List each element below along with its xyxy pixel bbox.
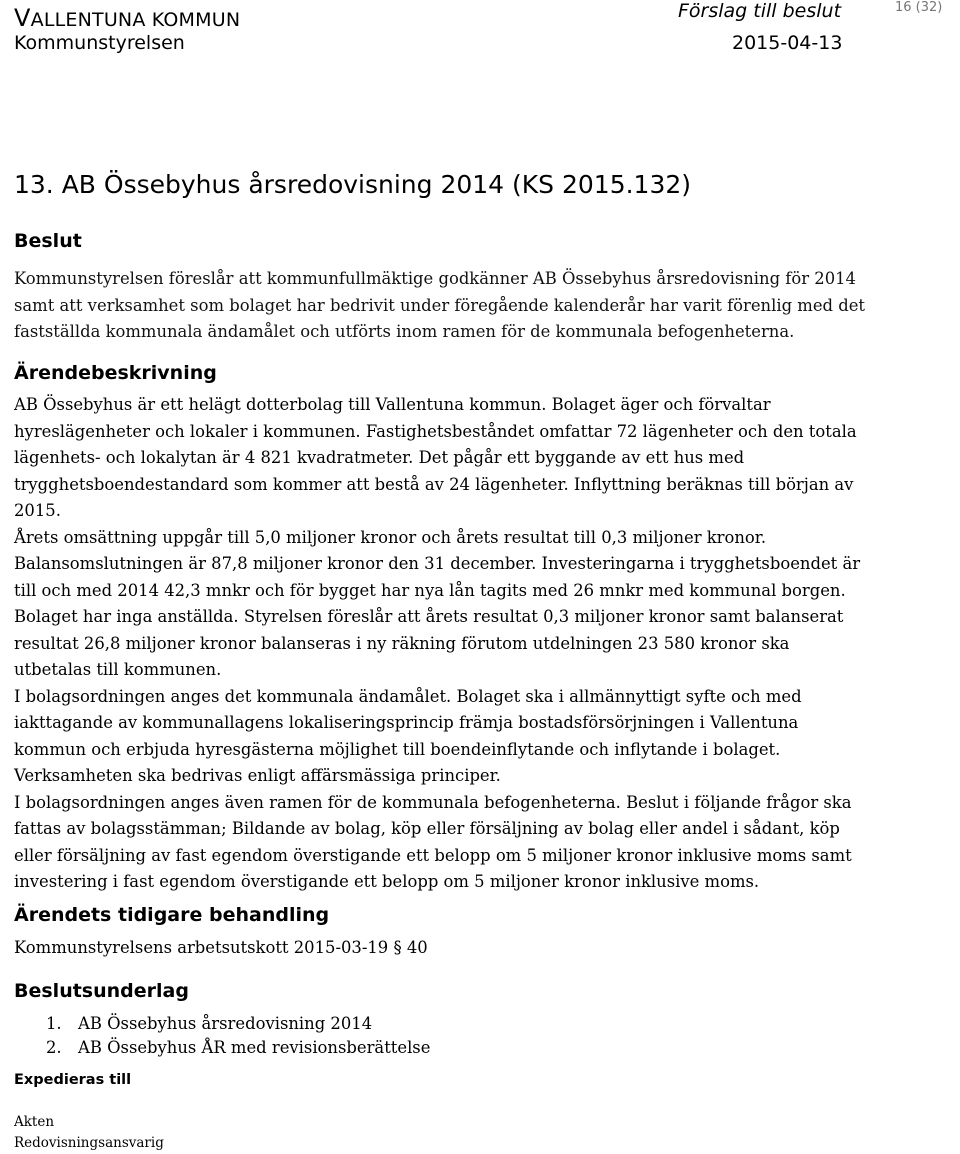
beslut-line: Kommunstyrelsen föreslår att kommunfullmäktige godkänner AB Össebyhus årsredovisning för 2014 bbox=[14, 269, 856, 288]
description-line: I bolagsordningen anges det kommunala ändamålet. Bolaget ska i allmännyttigt syfte och med bbox=[14, 686, 802, 706]
tidigare-behandling-text: Kommunstyrelsens arbetsutskott 2015-03-19 § 40 bbox=[14, 938, 428, 957]
description-line: till och med 2014 42,3 mnkr och för bygget har nya lån tagits med 26 mnkr med kommunal borgen. bbox=[14, 580, 846, 600]
beslutsunderlag-heading: Beslutsunderlag bbox=[14, 980, 189, 1002]
list-item-text: AB Össebyhus årsredovisning 2014 bbox=[78, 1014, 373, 1033]
beslut-text bbox=[14, 266, 944, 346]
list-item-number: 2. bbox=[46, 1038, 62, 1057]
page-number: 16 (32) bbox=[895, 0, 943, 15]
beslut-line: fastställda kommunala ändamålet och utförts inom ramen för de kommunala befogenheterna. bbox=[14, 322, 795, 341]
description-line: Bolaget har inga anställda. Styrelsen föreslår att årets resultat 0,3 miljoner kronor samt balanserat bbox=[14, 607, 844, 626]
description-line: hyreslägenheter och lokaler i kommunen. Fastighetsbeståndet omfattar 72 lägenheter och den totala bbox=[14, 421, 857, 441]
description-line: AB Össebyhus är ett helägt dotterbolag till Vallentuna kommun. Bolaget äger och förvaltar bbox=[14, 395, 771, 414]
description-line: trygghetsboendestandard som kommer att bestå av 24 lägenheter. Inflyttning beräknas till början av bbox=[14, 474, 854, 494]
beslutsunderlag-list bbox=[46, 1012, 430, 1060]
tidigare-behandling-heading: Ärendets tidigare behandling bbox=[14, 904, 330, 926]
description-line: utbetalas till kommunen. bbox=[14, 660, 222, 679]
description-line: investering i fast egendom överstigande ett belopp om 5 miljoner kronor inklusive moms. bbox=[14, 872, 760, 891]
list-item-text: AB Össebyhus ÅR med revisionsberättelse bbox=[78, 1038, 431, 1057]
board-name: Kommunstyrelsen bbox=[14, 32, 185, 54]
description-line: I bolagsordningen anges även ramen för de kommunala befogenheterna. Beslut i följande frågor ska bbox=[14, 792, 852, 812]
expedieras-heading: Expedieras till bbox=[14, 1072, 132, 1088]
organization-name-rest: ALLENTUNA KOMMUN bbox=[30, 9, 241, 31]
list-item-number: 1. bbox=[46, 1014, 62, 1033]
recipient: Redovisningsansvarig bbox=[14, 1135, 164, 1151]
document-date: 2015-04-13 bbox=[732, 32, 843, 54]
beslut-line: samt att verksamhet som bolaget har bedrivit under föregående kalenderår har varit förenlig med det bbox=[14, 295, 866, 315]
item-title: 13. AB Össebyhus årsredovisning 2014 (KS 2015.132) bbox=[14, 170, 692, 199]
organization-initial: V bbox=[14, 4, 31, 32]
arendebeskrivning-text bbox=[14, 392, 944, 896]
beslut-heading: Beslut bbox=[14, 230, 82, 252]
description-line: kommun och erbjuda hyresgästerna möjlighet till boendeinflytande och inflytande i bolaget. bbox=[14, 739, 781, 759]
description-line: Årets omsättning uppgår till 5,0 miljoner kronor och årets resultat till 0,3 miljoner kronor. bbox=[14, 527, 767, 547]
description-line: fattas av bolagsstämman; Bildande av bolag, köp eller försäljning av bolag eller andel i sådant, köp bbox=[14, 819, 840, 838]
description-line: lägenhets- och lokalytan är 4 821 kvadratmeter. Det pågår ett byggande av ett hus med bbox=[14, 448, 745, 467]
description-line: iakttagande av kommunallagens lokaliseringsprincip främja bostadsförsörjningen i Vallentuna bbox=[14, 713, 799, 732]
list-item bbox=[46, 1012, 430, 1036]
organization-name bbox=[14, 4, 240, 32]
description-line: 2015. bbox=[14, 501, 61, 520]
description-line: eller försäljning av fast egendom överstigande ett belopp om 5 miljoner kronor inklusive moms samt bbox=[14, 845, 852, 865]
recipient-list bbox=[14, 1112, 164, 1154]
document-status: Förslag till beslut bbox=[678, 0, 842, 22]
list-item bbox=[46, 1036, 430, 1060]
description-line: Balansomslutningen är 87,8 miljoner kronor den 31 december. Investeringarna i trygghetsboendet är bbox=[14, 554, 861, 573]
recipient: Akten bbox=[14, 1114, 55, 1130]
arendebeskrivning-heading: Ärendebeskrivning bbox=[14, 362, 217, 384]
description-line: Verksamheten ska bedrivas enligt affärsmässiga principer. bbox=[14, 766, 501, 785]
description-line: resultat 26,8 miljoner kronor balanseras i ny räkning förutom utdelningen 23 580 kronor ska bbox=[14, 633, 790, 653]
